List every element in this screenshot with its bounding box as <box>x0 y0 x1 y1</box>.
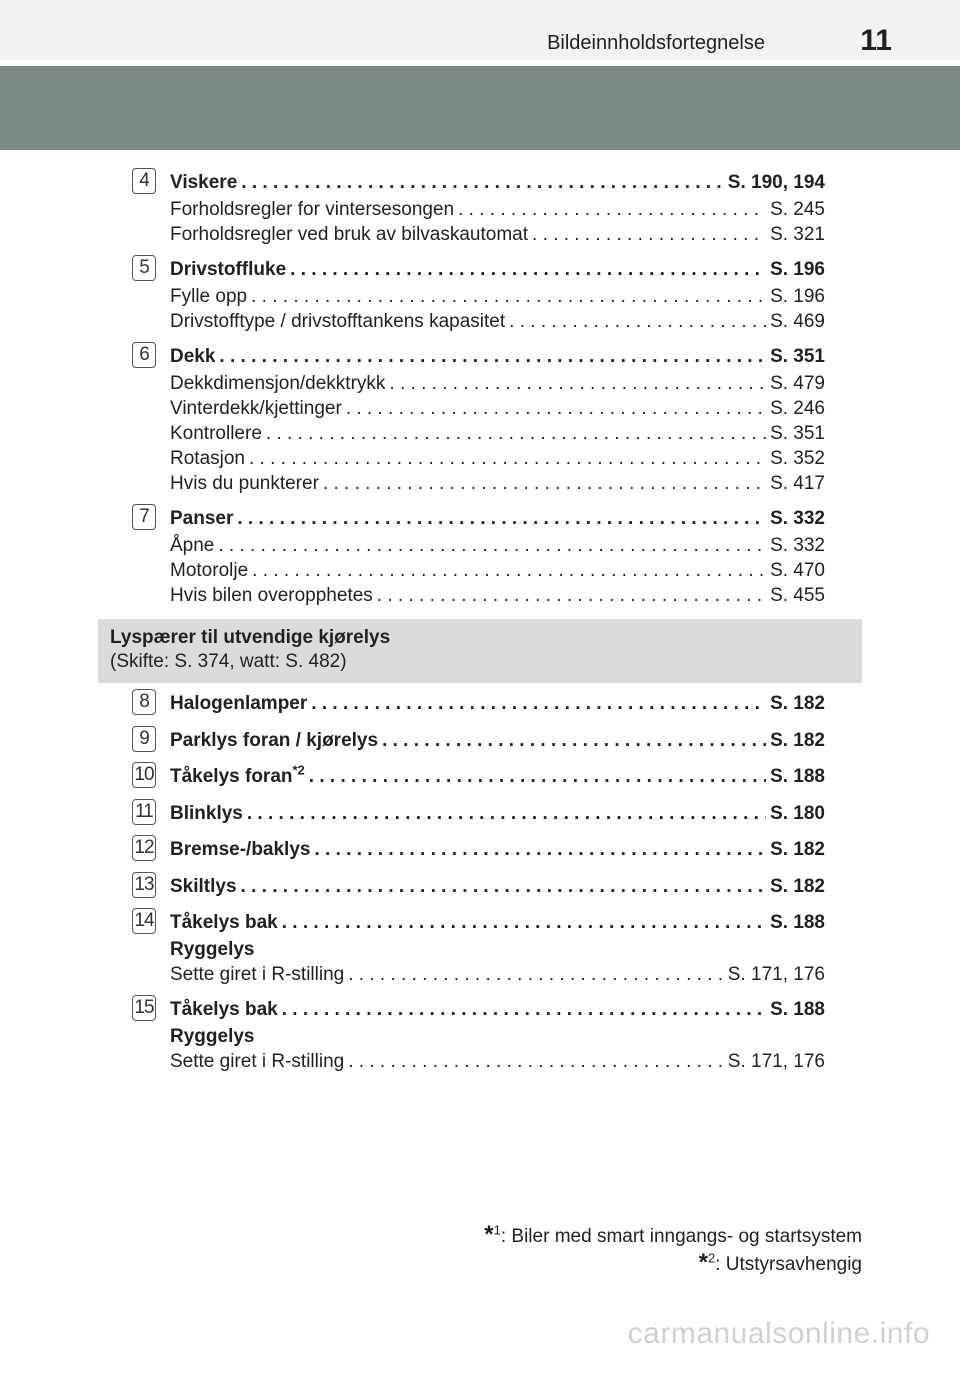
leader-dots <box>309 764 766 789</box>
leader-dots <box>532 222 766 247</box>
callout-badge: 7 <box>132 504 156 530</box>
entry-label: Forholdsregler for vintersesongen <box>170 199 455 220</box>
section-title: Lyspærer til utvendige kjørelys <box>110 627 391 648</box>
leader-dots <box>346 396 766 421</box>
index-entry[interactable] <box>170 910 825 935</box>
callout-badge: 10 <box>132 762 156 788</box>
index-entry[interactable] <box>170 962 825 987</box>
entry-page: S. 351 <box>770 423 825 444</box>
header-dark-band <box>0 66 960 150</box>
leader-dots <box>389 371 766 396</box>
leader-dots <box>348 962 724 987</box>
leader-dots <box>323 471 766 496</box>
footnote-number: 2 <box>707 1250 716 1266</box>
index-entry[interactable] <box>170 837 825 862</box>
index-entry[interactable] <box>170 691 825 716</box>
entry-page: S. 245 <box>770 199 825 220</box>
entry-page: S. 246 <box>770 398 825 419</box>
leader-dots <box>377 583 766 608</box>
entry-page: S. 182 <box>770 693 825 714</box>
entry-label: Sette giret i R-stilling <box>170 964 345 985</box>
entry-subtitle: Ryggelys <box>170 939 255 960</box>
entry-label: Dekkdimensjon/dekktrykk <box>170 373 386 394</box>
entry-label: Dekk <box>170 346 216 367</box>
leader-dots <box>237 506 766 531</box>
entry-label: Bremse-/baklys <box>170 839 311 860</box>
leader-dots <box>311 691 766 716</box>
footnotes <box>484 1222 862 1278</box>
entry-label: Hvis du punkterer <box>170 473 319 494</box>
entry-label: Drivstofftype / drivstofftankens kapasitet <box>170 311 506 332</box>
index-entry[interactable] <box>170 344 825 369</box>
index-entry[interactable] <box>170 396 825 421</box>
entry-label: Sette giret i R-stilling <box>170 1051 345 1072</box>
entry-page: S. 196 <box>770 259 825 280</box>
entry-page: S. 196 <box>770 286 825 307</box>
index-entry[interactable] <box>170 801 825 826</box>
leader-dots <box>241 170 724 195</box>
entry-page: S. 188 <box>770 766 825 787</box>
entry-page: S. 190, 194 <box>727 172 825 193</box>
entry-page: S. 352 <box>770 448 825 469</box>
entry-page: S. 188 <box>770 999 825 1020</box>
footnote-text: : Biler med smart inngangs- og startsystem <box>500 1226 862 1247</box>
entry-page: S. 321 <box>770 224 825 245</box>
entry-label: Kontrollere <box>170 423 262 444</box>
entry-label: Halogenlamper <box>170 693 308 714</box>
leader-dots <box>348 1049 724 1074</box>
index-entry[interactable] <box>170 874 825 899</box>
entry-label: Panser <box>170 508 234 529</box>
leader-dots <box>249 446 766 471</box>
watermark: carmanualsonline.info <box>627 1317 930 1350</box>
entry-page: S. 332 <box>770 508 825 529</box>
entry-label <box>170 764 305 789</box>
entry-label: Blinklys <box>170 803 243 824</box>
leader-dots <box>382 728 766 753</box>
leader-dots <box>252 558 766 583</box>
entry-label: Rotasjon <box>170 448 245 469</box>
leader-dots <box>314 837 766 862</box>
callout-badge: 11 <box>132 799 156 825</box>
footnote-text: : Utstyrsavhengig <box>715 1254 862 1275</box>
footnote-marker: *2 <box>292 764 305 778</box>
entry-label: Vinterdekk/kjettinger <box>170 398 342 419</box>
leader-dots <box>218 533 766 558</box>
index-entry[interactable] <box>170 421 825 446</box>
leader-dots <box>219 344 766 369</box>
footnote-number: 1 <box>493 1222 501 1238</box>
callout-badge: 8 <box>132 689 156 715</box>
callout-badge: 9 <box>132 726 156 752</box>
index-entry[interactable] <box>170 197 825 222</box>
entry-label: Drivstoffluke <box>170 259 287 280</box>
entry-label-text: Tåkelys foran <box>170 766 293 787</box>
index-entry[interactable] <box>170 257 825 282</box>
index-entry[interactable] <box>170 170 825 195</box>
entry-label: Motorolje <box>170 560 249 581</box>
leader-dots <box>290 257 766 282</box>
entry-page: S. 171, 176 <box>727 1051 825 1072</box>
footnote-star: * <box>484 1221 494 1248</box>
index-entry[interactable] <box>170 506 825 531</box>
index-entry[interactable] <box>170 222 825 247</box>
chapter-title: Bildeinnholdsfortegnelse <box>547 32 765 54</box>
entry-subtitle: Ryggelys <box>170 1026 255 1047</box>
entry-page: S. 182 <box>770 839 825 860</box>
index-entry[interactable] <box>170 471 825 496</box>
callout-badge: 5 <box>132 255 156 281</box>
leader-dots <box>247 801 766 826</box>
entry-page: S. 188 <box>770 912 825 933</box>
index-entry[interactable] <box>170 371 825 396</box>
leader-dots <box>282 997 766 1022</box>
leader-dots <box>458 197 766 222</box>
callout-badge: 12 <box>132 835 156 861</box>
entry-page: S. 180 <box>770 803 825 824</box>
entry-label: Skiltlys <box>170 876 237 897</box>
footnote <box>484 1222 862 1250</box>
index-entry[interactable] <box>170 309 825 334</box>
index-entry[interactable] <box>170 446 825 471</box>
callout-badge: 6 <box>132 342 156 368</box>
callout-badge: 13 <box>132 872 156 898</box>
leader-dots <box>241 874 767 899</box>
footnote <box>484 1250 862 1278</box>
page-number: 11 <box>860 24 892 57</box>
index-entry[interactable] <box>170 764 825 789</box>
entry-label: Åpne <box>170 535 215 556</box>
entry-page: S. 351 <box>770 346 825 367</box>
entry-page: S. 469 <box>770 311 825 332</box>
entry-page: S. 455 <box>770 585 825 606</box>
entry-label: Tåkelys bak <box>170 912 278 933</box>
index-entry[interactable] <box>170 728 825 753</box>
entry-page: S. 417 <box>770 473 825 494</box>
leader-dots <box>251 284 766 309</box>
index-entry[interactable] <box>170 997 825 1022</box>
leader-dots <box>282 910 766 935</box>
footnote-star: * <box>698 1249 708 1276</box>
index-entry[interactable] <box>170 558 825 583</box>
entry-label: Hvis bilen overopphetes <box>170 585 373 606</box>
callout-badge: 4 <box>132 168 156 194</box>
leader-dots <box>509 309 766 334</box>
index-entry[interactable] <box>170 583 825 608</box>
section-heading-box <box>98 619 862 683</box>
index-entry[interactable] <box>170 1049 825 1074</box>
entry-page: S. 470 <box>770 560 825 581</box>
entry-label: Forholdsregler ved bruk av bilvaskautomat <box>170 224 529 245</box>
leader-dots <box>266 421 766 446</box>
callout-badge: 15 <box>132 995 156 1021</box>
entry-page: S. 332 <box>770 535 825 556</box>
entry-page: S. 182 <box>770 876 825 897</box>
index-entry[interactable] <box>170 533 825 558</box>
index-entry[interactable] <box>170 284 825 309</box>
entry-page: S. 479 <box>770 373 825 394</box>
callout-badge: 14 <box>132 908 156 934</box>
entry-page: S. 182 <box>770 730 825 751</box>
entry-label: Parklys foran / kjørelys <box>170 730 379 751</box>
entry-page: S. 171, 176 <box>727 964 825 985</box>
entry-label: Viskere <box>170 172 238 193</box>
entry-label: Tåkelys bak <box>170 999 278 1020</box>
entry-label: Fylle opp <box>170 286 248 307</box>
section-subtitle: (Skifte: S. 374, watt: S. 482) <box>110 651 347 672</box>
